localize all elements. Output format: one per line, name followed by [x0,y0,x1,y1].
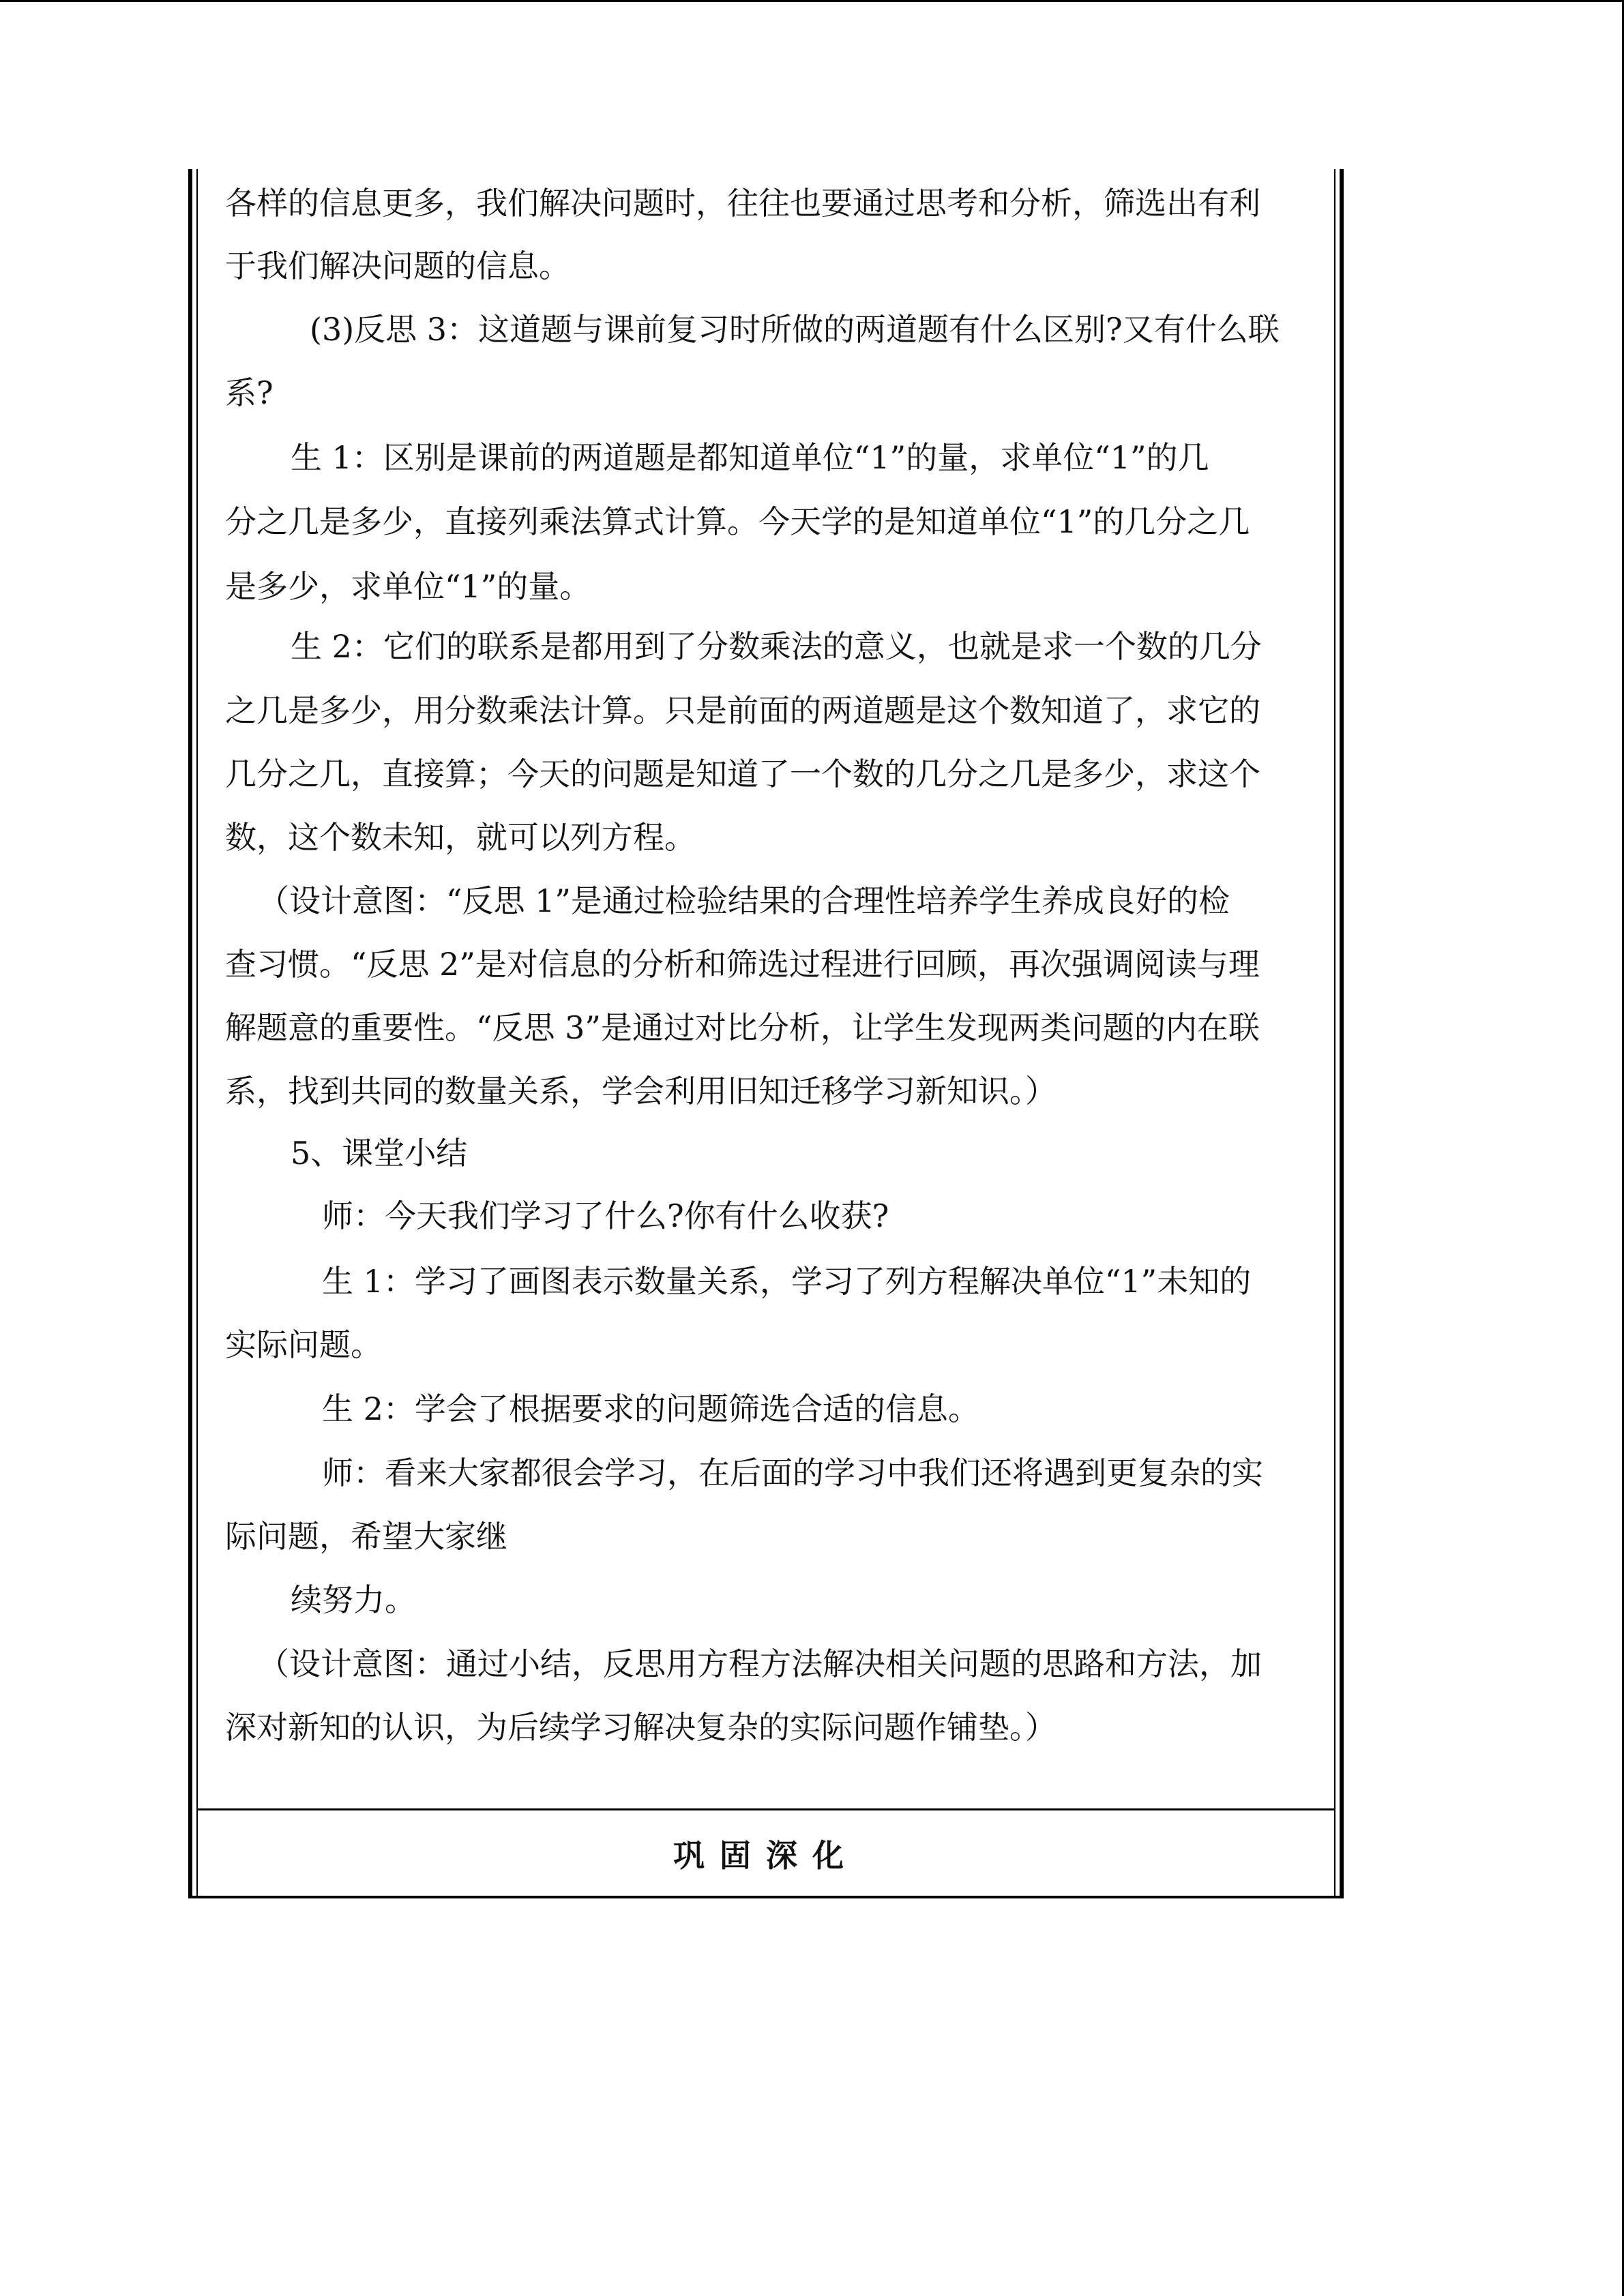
text-line: 师：看来大家都很会学习，在后面的学习中我们还将遇到更复杂的实 [322,1455,1263,1491]
text-line: 深对新知的认识，为后续学习解决复杂的实际问题作铺垫。） [225,1709,1057,1746]
text-line: 分之几是多少，直接列乘法算式计算。今天学的是知道单位“1”的几分之几 [225,503,1250,540]
text-line: 际问题，希望大家继 [225,1518,507,1555]
text-line: (3)反思 3：这道题与课前复习时所做的两道题有什么区别?又有什么联 [310,311,1280,348]
text-line: 各样的信息更多，我们解决问题时，往往也要通过思考和分析，筛选出有利 [225,185,1260,222]
text-line: 几分之几，直接算；今天的问题是知道了一个数的几分之几是多少，求这个 [225,756,1260,792]
text-line: 系，找到共同的数量关系，学会利用旧知迁移学习新知识。） [225,1073,1057,1109]
section-header-cell [198,1810,1334,1896]
text-line: 生 2：它们的联系是都用到了分数乘法的意义，也就是求一个数的几分 [291,628,1262,665]
page-top-border [0,0,1624,2]
text-line: 于我们解决问题的信息。 [225,248,570,284]
text-line: 生 2：学会了根据要求的问题筛选合适的信息。 [322,1390,979,1427]
text-line: 续努力。 [291,1581,416,1618]
text-line: 之几是多少，用分数乘法计算。只是前面的两道题是这个数知道了，求它的 [225,692,1260,729]
text-line: 5、课堂小结 [291,1135,468,1172]
text-line: 生 1：区别是课前的两道题是都知道单位“1”的量，求单位“1”的几 [291,439,1209,476]
table-right-inner-border [1334,169,1335,1898]
text-line: 师：今天我们学习了什么?你有什么收获? [322,1197,889,1234]
text-line: （设计意图：“反思 1”是通过检验结果的合理性培养学生养成良好的检 [258,882,1230,919]
text-line: 生 1：学习了画图表示数量关系，学习了列方程解决单位“1”未知的 [322,1263,1252,1300]
table-right-outer-border [1340,169,1344,1898]
text-line: 数，这个数未知，就可以列方程。 [225,819,696,856]
section-title: 巩固深化 [673,1836,859,1874]
text-line: 是多少，求单位“1”的量。 [225,568,591,605]
text-line: 实际问题。 [225,1326,382,1363]
text-line: 解题意的重要性。“反思 3”是通过对比分析，让学生发现两类问题的内在联 [225,1009,1260,1046]
table-left-inner-border [196,169,198,1898]
table-bottom-border [188,1896,1344,1898]
text-line: 查习惯。“反思 2”是对信息的分析和筛选过程进行回顾，再次强调阅读与理 [225,946,1260,983]
lesson-text-cell [225,169,1323,1806]
text-line: 系? [225,374,274,411]
text-line: （设计意图：通过小结，反思用方程方法解决相关问题的思路和方法，加 [258,1645,1262,1682]
table-left-outer-border [188,169,192,1898]
